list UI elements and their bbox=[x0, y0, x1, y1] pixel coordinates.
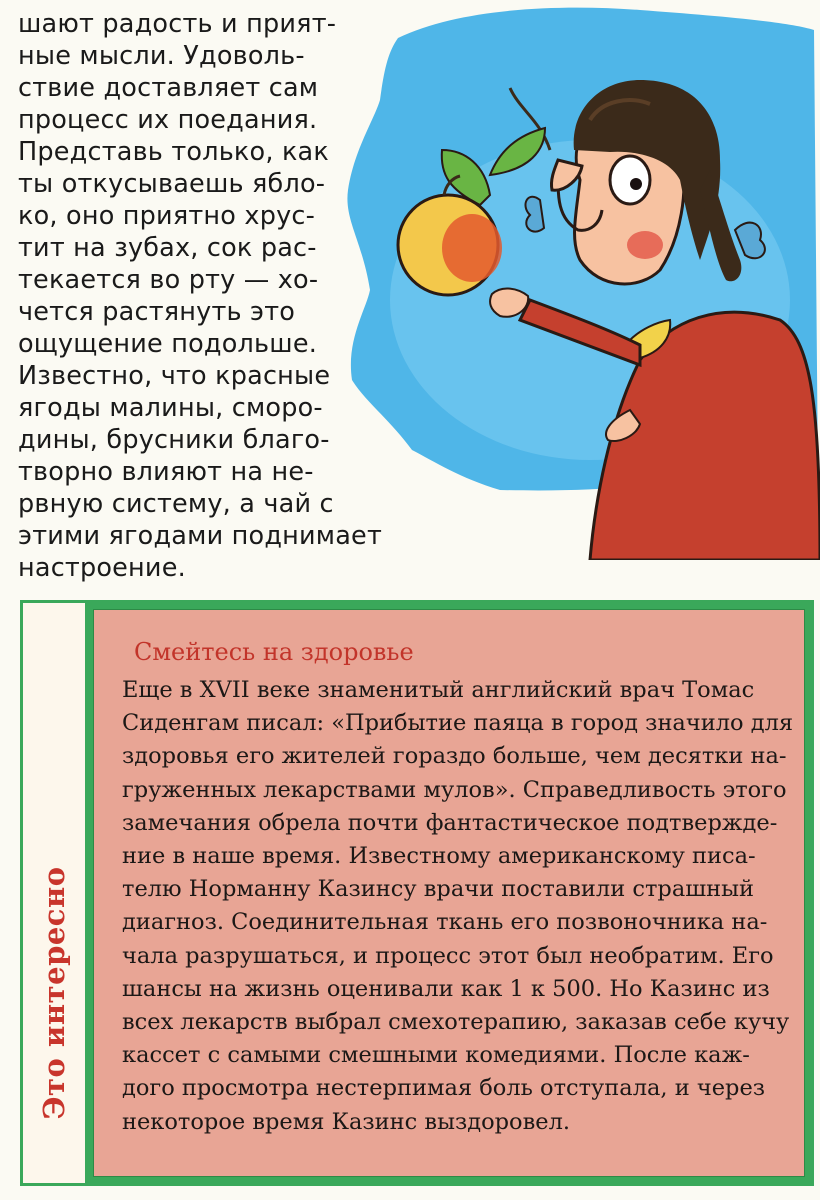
fact-line: груженных лекарствами мулов». Справедливость этого bbox=[122, 776, 787, 803]
text-line: Представь только, как bbox=[18, 137, 329, 167]
text-line: процесс их поедания. bbox=[18, 105, 318, 135]
fact-line: кассет с самыми смешными комедиями. После каж- bbox=[122, 1042, 750, 1069]
text-line: ягоды малины, сморо- bbox=[18, 393, 323, 423]
fact-line: Еще в XVII веке знаменитый английский врач Томас bbox=[122, 677, 755, 703]
text-line: чется растянуть это bbox=[18, 297, 296, 327]
girl-with-apple-illustration bbox=[340, 0, 820, 560]
fact-line: всех лекарств выбрал смехотерапию, заказав себе кучу bbox=[122, 1009, 790, 1036]
text-line: тит на зубах, сок рас- bbox=[18, 233, 317, 263]
fact-heading: Смейтесь на здоровье bbox=[134, 638, 414, 666]
text-line: этими ягодами поднимает bbox=[18, 521, 383, 551]
text-line: ные мысли. Удоволь- bbox=[18, 41, 305, 71]
fact-line: дого просмотра нестерпимая боль отступала, и через bbox=[122, 1075, 766, 1102]
text-line: ко, оно приятно хрус- bbox=[18, 201, 315, 231]
side-label: Это интересно bbox=[37, 866, 71, 1120]
text-line: ты откусываешь ябло- bbox=[18, 169, 326, 199]
fact-line: диагноз. Соединительная ткань его позвоночника на- bbox=[122, 909, 768, 936]
fact-line: замечания обрела почти фантастическое подтвержде- bbox=[122, 809, 778, 836]
text-line: шают радость и прият- bbox=[18, 9, 337, 39]
fact-line: шансы на жизнь оценивали как 1 к 500. Но Казинс из bbox=[122, 975, 770, 1002]
fact-line: ние в наше время. Известному американскому писа- bbox=[122, 843, 756, 870]
fact-content bbox=[93, 609, 805, 1177]
fact-line: телю Норманну Казинсу врачи поставили страшный bbox=[122, 876, 755, 903]
fact-line: некоторое время Казинс выздоровел. bbox=[122, 1108, 571, 1135]
text-line: творно влияют на не- bbox=[18, 457, 314, 487]
intro-text bbox=[18, 8, 383, 584]
interesting-fact-box bbox=[20, 600, 814, 1186]
text-line: ощущение подольше. bbox=[18, 329, 318, 359]
text-line: дины, брусники благо- bbox=[18, 425, 330, 455]
side-label-panel bbox=[23, 603, 88, 1183]
text-line: текается во рту — хо- bbox=[18, 265, 319, 295]
fact-paragraph bbox=[122, 674, 792, 1139]
text-line: настроение. bbox=[18, 553, 186, 583]
text-line: рвную систему, а чай с bbox=[18, 489, 334, 519]
fact-line: Сиденгам писал: «Прибытие паяца в город значило для bbox=[122, 710, 794, 737]
fact-line: здоровья его жителей гораздо больше, чем десятки на- bbox=[122, 743, 787, 770]
fact-line: чала разрушаться, и процесс этот был необратим. Его bbox=[122, 942, 774, 969]
text-line: ствие доставляет сам bbox=[18, 73, 319, 103]
text-line: Известно, что красные bbox=[18, 361, 331, 391]
